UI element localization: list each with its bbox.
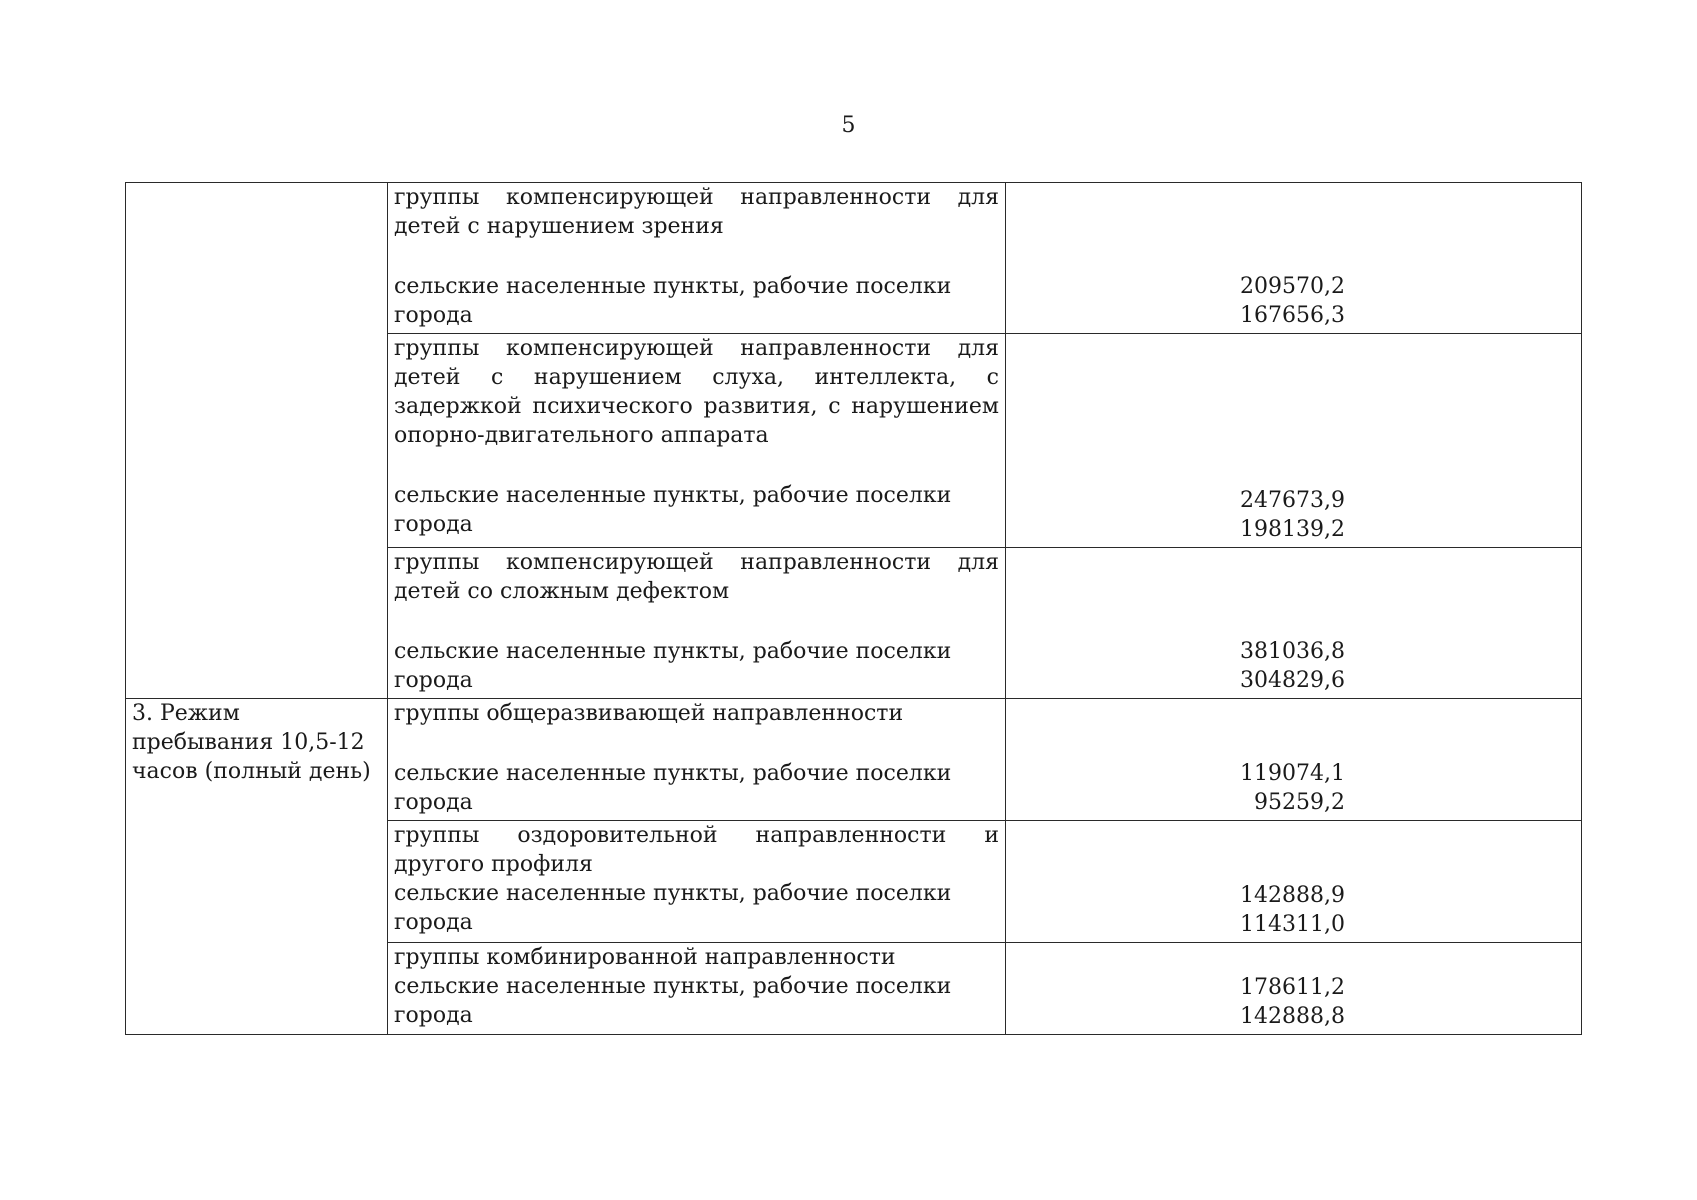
rural-label: сельские населенные пункты, рабочие поселки bbox=[394, 974, 952, 999]
group-cell bbox=[388, 943, 1006, 1035]
value-cell bbox=[1006, 183, 1582, 334]
city-value: 114311,0 bbox=[1240, 912, 1345, 937]
group-title: группы компенсирующей направленности для детей со сложным дефектом bbox=[394, 550, 999, 604]
mode-cell bbox=[126, 699, 388, 1035]
rural-label: сельские населенные пункты, рабочие поселки bbox=[394, 274, 952, 299]
rural-label: сельские населенные пункты, рабочие поселки bbox=[394, 881, 952, 906]
table-row bbox=[126, 699, 1582, 821]
group-cell bbox=[388, 699, 1006, 821]
value-cell bbox=[1006, 548, 1582, 699]
city-value: 95259,2 bbox=[1254, 790, 1345, 815]
rural-value: 178611,2 bbox=[1240, 975, 1345, 1000]
rural-value: 209570,2 bbox=[1240, 274, 1345, 299]
mode-label: 3. Режим пребывания 10,5-12 часов (полный день) bbox=[132, 701, 371, 784]
rural-value: 381036,8 bbox=[1240, 639, 1345, 664]
city-label: города bbox=[394, 303, 473, 328]
tariff-table bbox=[125, 182, 1582, 1035]
value-cell bbox=[1006, 699, 1582, 821]
city-value: 198139,2 bbox=[1240, 517, 1345, 542]
rural-label: сельские населенные пункты, рабочие поселки bbox=[394, 639, 952, 664]
city-value: 167656,3 bbox=[1240, 303, 1345, 328]
city-label: города bbox=[394, 910, 473, 935]
table-row bbox=[126, 183, 1582, 334]
rural-value: 119074,1 bbox=[1240, 761, 1345, 786]
city-value: 142888,8 bbox=[1240, 1004, 1345, 1029]
group-cell bbox=[388, 183, 1006, 334]
group-title: группы общеразвивающей направленности bbox=[394, 701, 904, 726]
group-title: группы оздоровительной направленности и другого профиля bbox=[394, 823, 999, 877]
city-label: города bbox=[394, 668, 473, 693]
page-number: 5 bbox=[841, 113, 856, 138]
group-cell bbox=[388, 548, 1006, 699]
value-cell bbox=[1006, 334, 1582, 548]
city-label: города bbox=[394, 790, 473, 815]
mode-cell-empty bbox=[126, 183, 388, 699]
city-label: города bbox=[394, 1003, 473, 1028]
city-label: города bbox=[394, 512, 473, 537]
rural-label: сельские населенные пункты, рабочие поселки bbox=[394, 761, 952, 786]
group-cell bbox=[388, 821, 1006, 943]
group-cell bbox=[388, 334, 1006, 548]
rural-label: сельские населенные пункты, рабочие поселки bbox=[394, 483, 952, 508]
city-value: 304829,6 bbox=[1240, 668, 1345, 693]
value-cell bbox=[1006, 821, 1582, 943]
value-cell bbox=[1006, 943, 1582, 1035]
rural-value: 247673,9 bbox=[1240, 488, 1345, 513]
group-title: группы компенсирующей направленности для детей с нарушением зрения bbox=[394, 185, 999, 239]
group-title: группы комбинированной направленности bbox=[394, 945, 896, 970]
group-title: группы компенсирующей направленности для детей с нарушением слуха, интеллекта, с задержкой психического развития, с нарушением опорно-двигательного аппарата bbox=[394, 336, 999, 448]
rural-value: 142888,9 bbox=[1240, 883, 1345, 908]
